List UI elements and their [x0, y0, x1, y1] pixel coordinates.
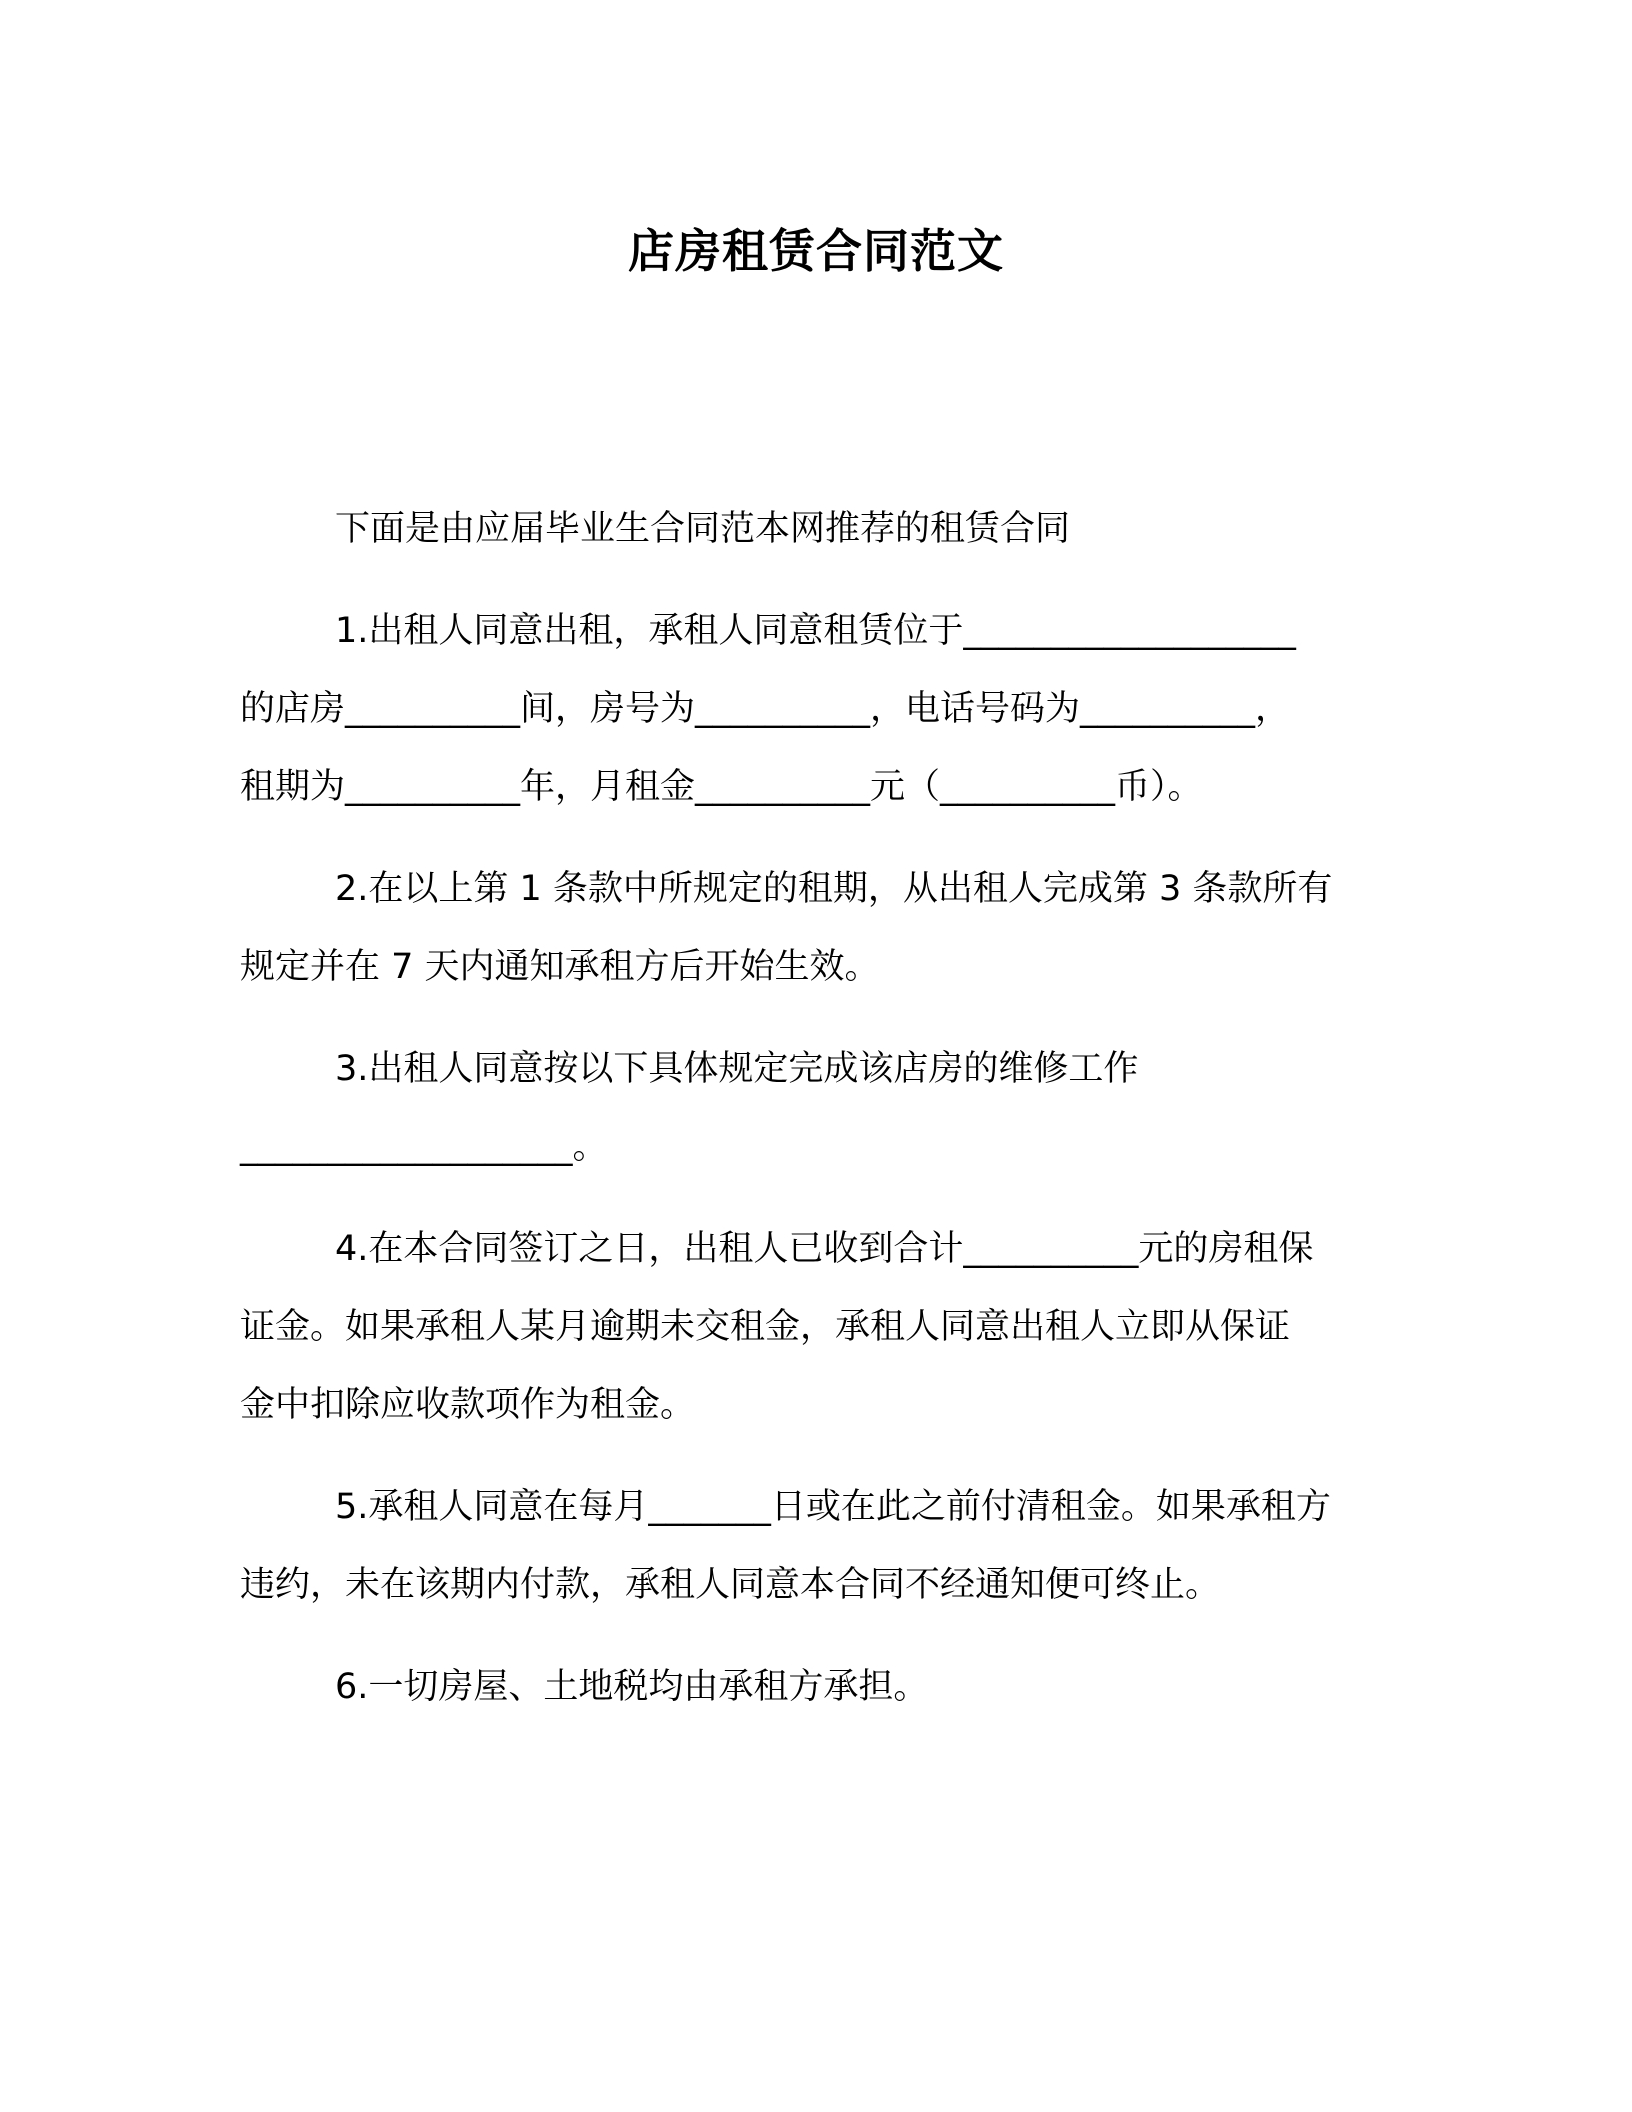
intro-line: 下面是由应届毕业生合同范本网推荐的租赁合同	[335, 509, 1071, 549]
document-body	[240, 490, 1400, 1750]
clause-6	[240, 1648, 1400, 1726]
clause-2-line-1: 2.在以上第 1 条款中所规定的租期，从出租人完成第 3 条款所有	[335, 869, 1333, 909]
clause-6-line-1: 6.一切房屋、土地税均由承租方承担。	[335, 1667, 929, 1707]
clause-2	[240, 850, 1400, 1006]
intro-paragraph	[240, 490, 1400, 568]
clause-3	[240, 1030, 1400, 1186]
clause-5-line-2: 违约，未在该期内付款，承租人同意本合同不经通知便可终止。	[240, 1565, 1221, 1605]
clause-1-line-1: 1.出租人同意出租，承租人同意租赁位于___________________	[335, 611, 1296, 651]
clause-4-line-1: 4.在本合同签订之日，出租人已收到合计__________元的房租保	[335, 1229, 1314, 1269]
clause-2-line-2: 规定并在 7 天内通知承租方后开始生效。	[240, 947, 880, 987]
clause-4	[240, 1210, 1400, 1444]
clause-3-line-1: 3.出租人同意按以下具体规定完成该店房的维修工作	[335, 1049, 1139, 1089]
clause-5-line-1: 5.承租人同意在每月_______日或在此之前付清租金。如果承租方	[335, 1487, 1331, 1527]
clause-3-line-2: ___________________。	[240, 1127, 608, 1167]
document-title: 店房租赁合同范文	[628, 224, 1004, 278]
clause-1	[240, 592, 1400, 826]
clause-4-line-3: 金中扣除应收款项作为租金。	[240, 1385, 696, 1425]
clause-1-line-3: 租期为__________年，月租金__________元（__________币）。	[240, 767, 1203, 807]
clause-5	[240, 1468, 1400, 1624]
clause-4-line-2: 证金。如果承租人某月逾期未交租金，承租人同意出租人立即从保证	[240, 1307, 1291, 1347]
clause-1-line-2: 的店房__________间，房号为__________，电话号码为__________，	[240, 689, 1291, 729]
